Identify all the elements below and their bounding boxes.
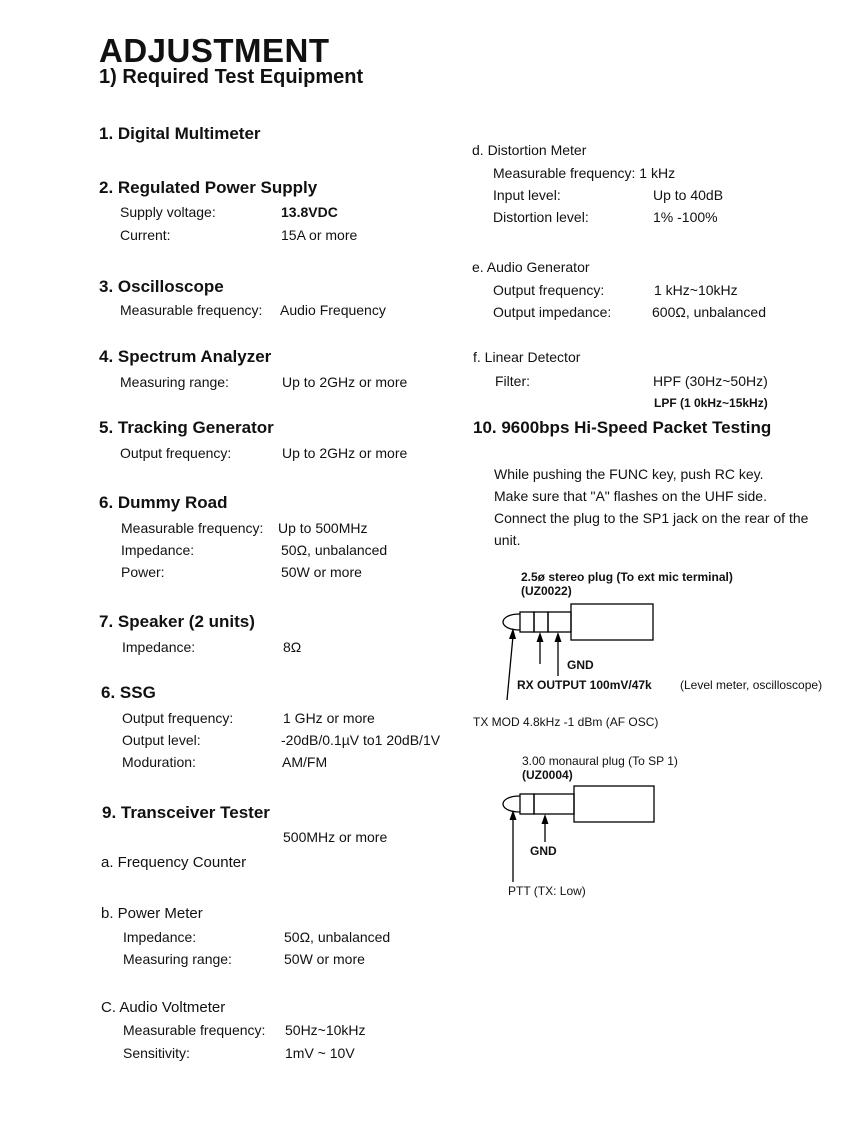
spec-value: Up to 40dB	[653, 187, 724, 203]
spec-label: Filter:	[495, 373, 530, 389]
subsection-distortion-meter: d. Distortion Meter	[472, 142, 587, 158]
spec-label: Power:	[121, 564, 165, 580]
spec-value: -20dB/0.1µV to1 20dB/1V	[281, 732, 441, 748]
spec-value: Up to 500MHz	[278, 520, 368, 536]
spec-value: Audio Frequency	[280, 302, 386, 318]
spec-value: Up to 2GHz or more	[282, 445, 408, 461]
stereo-plug-leader	[507, 636, 513, 700]
mono-plug-ring	[520, 794, 534, 814]
spec-label: Output level:	[122, 732, 201, 748]
spec-value: AM/FM	[282, 754, 328, 770]
spec-value: 50W or more	[281, 564, 362, 580]
section-ssg: 6. SSG	[101, 683, 156, 702]
subsection-audio-voltmeter: C. Audio Voltmeter	[101, 999, 226, 1016]
subsection-linear-detector: f. Linear Detector	[473, 349, 581, 365]
spec-value: 1% -100%	[653, 209, 718, 225]
spec-label: Impedance:	[122, 639, 196, 655]
spec-value: 1mV ~ 10V	[285, 1045, 355, 1061]
spec-value: 50Hz~10kHz	[285, 1022, 366, 1038]
spec-label: Measurable frequency:	[121, 520, 264, 536]
instruction-line: While pushing the FUNC key, push RC key.	[494, 466, 764, 482]
spec-value: 1 GHz or more	[283, 710, 375, 726]
stereo-plug-body	[571, 604, 653, 640]
mono-plug-body	[574, 786, 654, 822]
subsection-audio-generator: e. Audio Generator	[472, 259, 590, 275]
spec-value: LPF (1 0kHz~15kHz)	[654, 396, 768, 410]
plug1-gnd-label: GND	[567, 658, 594, 672]
plug1-caption: 2.5ø stereo plug (To ext mic terminal)	[521, 570, 733, 584]
spec-label: Measurable frequency:	[123, 1022, 266, 1038]
instruction-line: Make sure that "A" flashes on the UHF side.	[494, 488, 767, 504]
spec-label: Impedance:	[121, 542, 195, 558]
section-dummy-road: 6. Dummy Road	[99, 493, 228, 512]
spec-label: Supply voltage:	[120, 204, 216, 220]
spec-value: 13.8VDC	[281, 204, 338, 220]
spec-value: 600Ω, unbalanced	[652, 304, 767, 320]
plug2-gnd-label: GND	[530, 844, 557, 858]
mono-plug-diagram	[503, 786, 654, 882]
subsection-power-meter: b. Power Meter	[101, 905, 203, 922]
spec-label: Sensitivity:	[123, 1045, 190, 1061]
plug1-part-number: (UZ0022)	[521, 584, 572, 598]
spec-label: Measuring range:	[123, 951, 232, 967]
section-transceiver-tester: 9. Transceiver Tester	[102, 803, 270, 822]
stereo-plug-ring-1	[520, 612, 534, 632]
section-speaker: 7. Speaker (2 units)	[99, 612, 255, 631]
section-oscilloscope: 3. Oscilloscope	[99, 277, 224, 296]
plug1-rx-output-label: RX OUTPUT 100mV/47k	[517, 678, 652, 692]
spec-label: Distortion level:	[493, 209, 589, 225]
subsection-frequency-counter: a. Frequency Counter	[101, 854, 247, 871]
spec-value: 500MHz or more	[283, 829, 388, 845]
instruction-line: Connect the plug to the SP1 jack on the rear of the	[494, 510, 809, 526]
spec-value: HPF (30Hz~50Hz)	[653, 373, 768, 389]
spec-label: Impedance:	[123, 929, 197, 945]
spec-label: Current:	[120, 227, 171, 243]
spec-value: 8Ω	[283, 639, 302, 655]
section-spectrum-analyzer: 4. Spectrum Analyzer	[99, 347, 272, 366]
spec-label: Moduration:	[122, 754, 196, 770]
spec-label: Output frequency:	[122, 710, 234, 726]
section-regulated-power-supply: 2. Regulated Power Supply	[99, 178, 318, 197]
plug2-part-number: (UZ0004)	[522, 768, 573, 782]
stereo-plug-tip	[503, 614, 520, 630]
section-digital-multimeter: 1. Digital Multimeter	[99, 124, 261, 143]
spec-value: 50Ω, unbalanced	[281, 542, 388, 558]
spec-value: 15A or more	[281, 227, 358, 243]
instruction-line: unit.	[494, 532, 521, 548]
spec-label: Measuring range:	[120, 374, 229, 390]
spec-label: Input level:	[493, 187, 561, 203]
section-packet-testing: 10. 9600bps Hi-Speed Packet Testing	[473, 418, 772, 437]
spec-value: 50W or more	[284, 951, 365, 967]
spec-value: Up to 2GHz or more	[282, 374, 408, 390]
plug2-caption: 3.00 monaural plug (To SP 1)	[522, 754, 678, 768]
stereo-plug-diagram	[503, 604, 653, 700]
page-subtitle: 1) Required Test Equipment	[99, 66, 364, 88]
stereo-plug-ring-2	[534, 612, 548, 632]
spec-value: 1 kHz~10kHz	[654, 282, 738, 298]
section-tracking-generator: 5. Tracking Generator	[99, 418, 274, 437]
spec-label: Output impedance:	[493, 304, 612, 320]
spec-label: Output frequency:	[120, 445, 232, 461]
plug1-rx-note: (Level meter, oscilloscope)	[680, 678, 823, 692]
page-title: ADJUSTMENT	[99, 32, 330, 69]
plug1-tx-mod-label: TX MOD 4.8kHz -1 dBm (AF OSC)	[473, 715, 659, 729]
spec-label: Output frequency:	[493, 282, 605, 298]
mono-plug-sleeve	[534, 794, 574, 814]
spec-value: 50Ω, unbalanced	[284, 929, 391, 945]
spec-label: Measurable frequency:	[120, 302, 263, 318]
mono-plug-tip	[503, 796, 520, 812]
plug2-ptt-label: PTT (TX: Low)	[508, 884, 586, 898]
stereo-plug-sleeve	[548, 612, 571, 632]
spec-line: Measurable frequency: 1 kHz	[493, 165, 676, 181]
